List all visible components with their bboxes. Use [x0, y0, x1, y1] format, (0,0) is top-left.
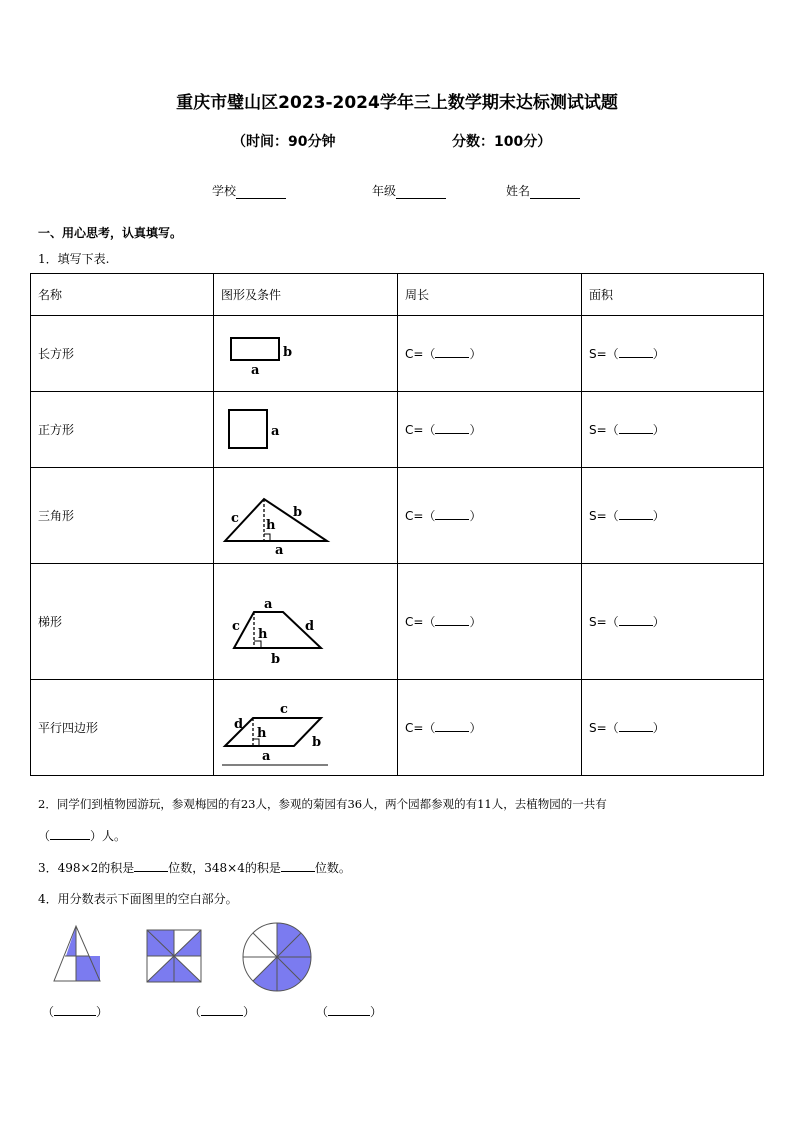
table-row	[31, 392, 764, 468]
area-cell[interactable]: S=（ ）	[582, 468, 764, 564]
label-a: a	[264, 597, 273, 612]
q4-square-figure	[145, 928, 203, 984]
perimeter-cell[interactable]: C=（ ）	[398, 468, 582, 564]
perimeter-cell[interactable]: C=（ ）	[398, 392, 582, 468]
shapes-table	[30, 273, 764, 776]
label-a: a	[271, 424, 280, 439]
q4-stem: 4．用分数表示下面图里的空白部分。	[38, 892, 238, 906]
header-figure: 图形及条件	[214, 274, 398, 316]
row-name: 正方形	[31, 392, 214, 468]
school-blank[interactable]	[236, 186, 286, 199]
answer-blank[interactable]	[435, 509, 469, 520]
answer-blank[interactable]	[201, 1005, 243, 1016]
square-figure	[214, 392, 398, 468]
answer-blank[interactable]	[435, 615, 469, 626]
rectangle-figure	[214, 316, 398, 392]
label-b: b	[312, 735, 322, 750]
answer-blank[interactable]	[619, 615, 653, 626]
area-cell[interactable]: S=（ ）	[582, 680, 764, 776]
exam-score: 分数：100分）	[452, 134, 552, 150]
label-h: h	[257, 726, 267, 741]
name-field[interactable]	[506, 182, 580, 199]
perimeter-cell[interactable]: C=（ ）	[398, 316, 582, 392]
q4-answer-3[interactable]: （ ）	[316, 1005, 383, 1019]
grade-label: 年级	[372, 184, 397, 198]
label-c: c	[280, 702, 288, 717]
answer-blank[interactable]	[619, 509, 653, 520]
header-name: 名称	[31, 274, 214, 316]
grade-blank[interactable]	[396, 186, 446, 199]
q3-answer-blank-2[interactable]	[281, 861, 315, 872]
perimeter-cell[interactable]: C=（ ）	[398, 564, 582, 680]
answer-blank[interactable]	[435, 721, 469, 732]
q4-answer-2[interactable]: （ ）	[189, 1005, 256, 1019]
label-d: d	[234, 717, 244, 732]
answer-blank[interactable]	[435, 347, 469, 358]
grade-field[interactable]	[372, 182, 446, 199]
header-perimeter: 周长	[398, 274, 582, 316]
label-b: b	[283, 345, 293, 360]
page-title: 重庆市璧山区2023-2024学年三上数学期末达标测试试题	[176, 93, 618, 113]
answer-blank[interactable]	[328, 1005, 370, 1016]
q2-line1: 2．同学们到植物园游玩，参观梅园的有23人，参观的菊园有36人，两个园都参观的有11人，去植物园的一共有	[38, 797, 607, 811]
label-h: h	[266, 518, 276, 533]
answer-blank[interactable]	[435, 423, 469, 434]
trapezoid-figure	[214, 564, 398, 680]
label-b: b	[271, 652, 281, 667]
table-header-row	[31, 274, 764, 316]
perimeter-cell[interactable]: C=（ ）	[398, 680, 582, 776]
name-blank[interactable]	[530, 186, 580, 199]
q4-circle-figure	[240, 920, 314, 994]
q4-triangle-figure	[52, 924, 104, 984]
label-b: b	[293, 505, 303, 520]
answer-blank[interactable]	[619, 721, 653, 732]
exam-time: （时间：90分钟	[232, 134, 336, 150]
label-h: h	[258, 627, 268, 642]
table-row	[31, 316, 764, 392]
triangle-figure	[214, 468, 398, 564]
section-1-heading: 一、用心思考，认真填写。	[38, 226, 183, 240]
label-a: a	[262, 749, 271, 764]
label-c: c	[232, 619, 240, 634]
table-row	[31, 468, 764, 564]
label-a: a	[275, 543, 284, 558]
area-cell[interactable]: S=（ ）	[582, 392, 764, 468]
q1-stem: 1．填写下表.	[38, 252, 110, 266]
row-name: 平行四边形	[31, 680, 214, 776]
table-row	[31, 680, 764, 776]
name-label: 姓名	[506, 184, 531, 198]
answer-blank[interactable]	[54, 1005, 96, 1016]
school-label: 学校	[212, 184, 237, 198]
school-field[interactable]	[212, 182, 286, 199]
answer-blank[interactable]	[619, 347, 653, 358]
label-a: a	[251, 363, 260, 378]
q2-line2: （ ）人。	[38, 829, 127, 843]
q4-answer-1[interactable]: （ ）	[42, 1005, 109, 1019]
label-c: c	[231, 511, 239, 526]
label-d: d	[305, 619, 315, 634]
table-row	[31, 564, 764, 680]
area-cell[interactable]: S=（ ）	[582, 316, 764, 392]
parallelogram-figure	[214, 680, 398, 776]
answer-blank[interactable]	[619, 423, 653, 434]
row-name: 梯形	[31, 564, 214, 680]
q3-answer-blank-1[interactable]	[134, 861, 168, 872]
q3: 3．498×2的积是 位数，348×4的积是 位数。	[38, 861, 351, 875]
row-name: 三角形	[31, 468, 214, 564]
header-area: 面积	[582, 274, 764, 316]
q2-answer-blank[interactable]	[50, 829, 90, 840]
row-name: 长方形	[31, 316, 214, 392]
area-cell[interactable]: S=（ ）	[582, 564, 764, 680]
